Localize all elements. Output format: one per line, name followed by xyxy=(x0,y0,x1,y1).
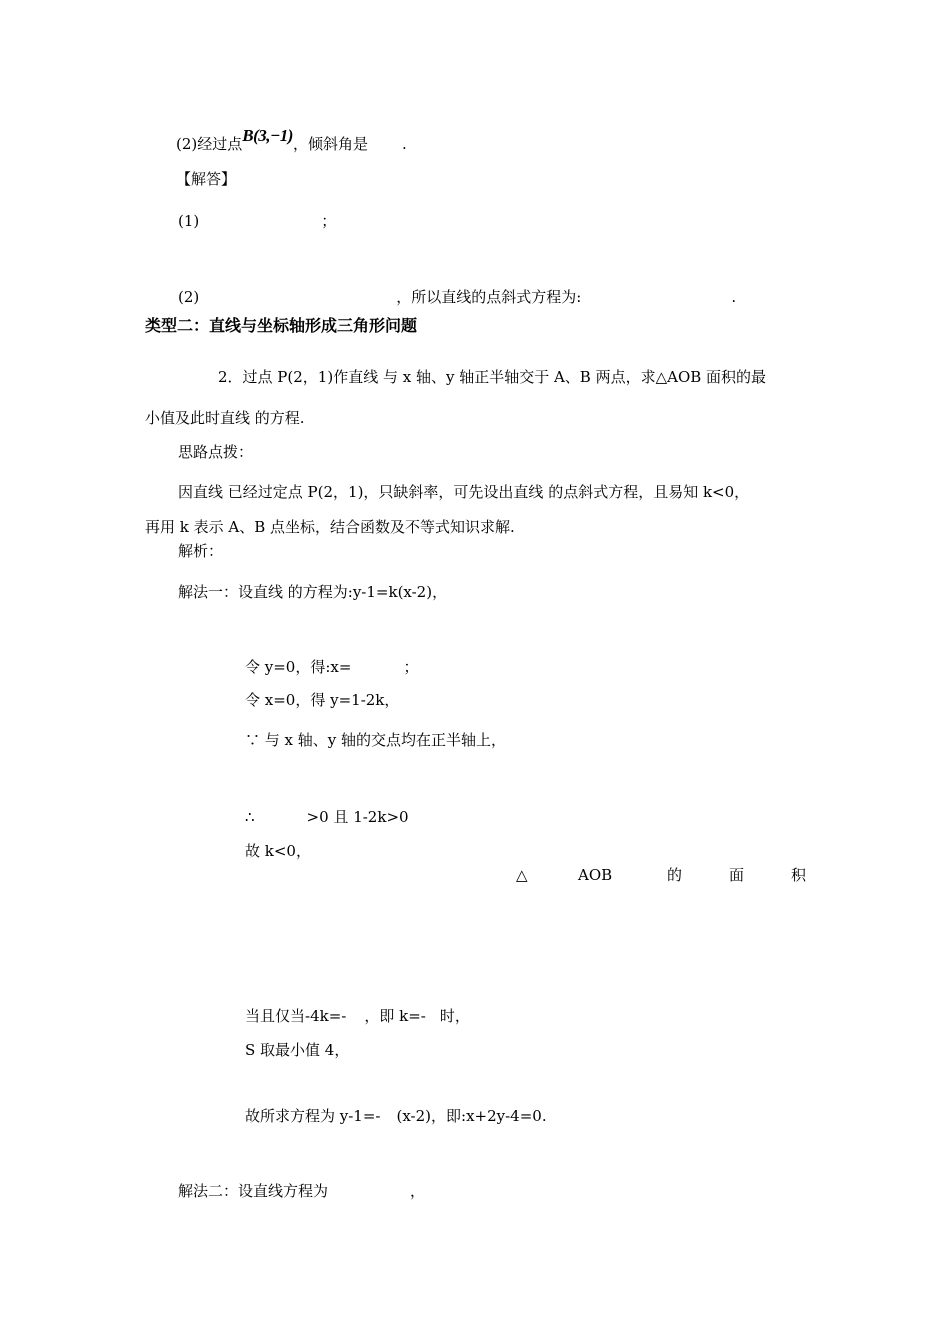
step-4-text: >0 且 1-2k>0 xyxy=(306,808,409,826)
answer-1 xyxy=(178,211,336,231)
method-1-step-1 xyxy=(245,657,418,677)
area-word-triangle: △ xyxy=(516,866,528,884)
answer-2-end: . xyxy=(731,288,737,306)
area-word-ji: 积 xyxy=(791,866,807,884)
answer-2 xyxy=(178,287,736,307)
area-word-mian: 面 xyxy=(729,866,745,884)
step-6-part-b: ，即 k=- xyxy=(364,1007,426,1025)
step-1-end: ； xyxy=(403,658,419,676)
therefore-symbol: ∴ xyxy=(245,808,255,826)
answer-2-label: (2) xyxy=(178,288,200,306)
section-title: 类型二：直线与坐标轴形成三角形问题 xyxy=(145,316,418,335)
area-word-aob: AOB xyxy=(578,866,613,884)
method-1-step-7: S 取最小值 4， xyxy=(245,1041,350,1059)
analysis-label: 解析： xyxy=(178,542,224,560)
method-2-text: 解法二：设直线方程为 xyxy=(178,1182,329,1200)
step-1-text: 令 y=0，得:x= xyxy=(245,658,352,676)
question-suffix: ，倾斜角是 xyxy=(292,135,368,153)
answer-header: 【解答】 xyxy=(176,170,237,188)
answer-1-end: ； xyxy=(321,212,337,230)
method-1-step-6 xyxy=(245,1006,470,1026)
hint-label: 思路点拨： xyxy=(178,443,254,461)
step-6-part-c: 时， xyxy=(439,1007,470,1025)
method-1-step-3: ∵ 与 x 轴、y 轴的交点均在正半轴上， xyxy=(245,731,507,749)
step-8-part-b: (x-2)，即:x+2y-4=0. xyxy=(396,1107,547,1125)
method-1-step-5: 故 k<0， xyxy=(245,842,311,860)
step-6-part-a: 当且仅当-4k=- xyxy=(245,1007,347,1025)
question-period: . xyxy=(401,135,407,153)
method-1-step-2: 令 x=0，得 y=1-2k， xyxy=(245,691,400,709)
step-8-part-a: 故所求方程为 y-1=- xyxy=(245,1107,381,1125)
answer-2-middle: ，所以直线的点斜式方程为: xyxy=(396,288,582,306)
area-word-de: 的 xyxy=(667,866,683,884)
problem-2-line-1: 2．过点 P(2，1)作直线 与 x 轴、y 轴正半轴交于 A、B 两点，求△AOB 面积的最 xyxy=(218,368,767,386)
question-part-2 xyxy=(176,126,407,154)
question-prefix: (2)经过点 xyxy=(176,135,243,153)
method-1-intro: 解法一：设直线 的方程为:y-1=k(x-2)， xyxy=(178,583,448,601)
hint-line-2: 再用 k 表示 A、B 点坐标，结合函数及不等式知识求解. xyxy=(145,518,515,536)
point-b-formula: B(3,−1) xyxy=(242,126,293,145)
problem-2-line-2: 小值及此时直线 的方程. xyxy=(145,409,305,427)
answer-1-label: (1) xyxy=(178,212,200,230)
method-1-step-8 xyxy=(245,1106,547,1126)
hint-line-1: 因直线 已经过定点 P(2，1)，只缺斜率，可先设出直线 的点斜式方程，且易知 k<0， xyxy=(178,483,750,501)
method-2-end: ， xyxy=(410,1182,426,1200)
method-1-step-4 xyxy=(245,807,409,827)
method-2-intro xyxy=(178,1181,425,1201)
